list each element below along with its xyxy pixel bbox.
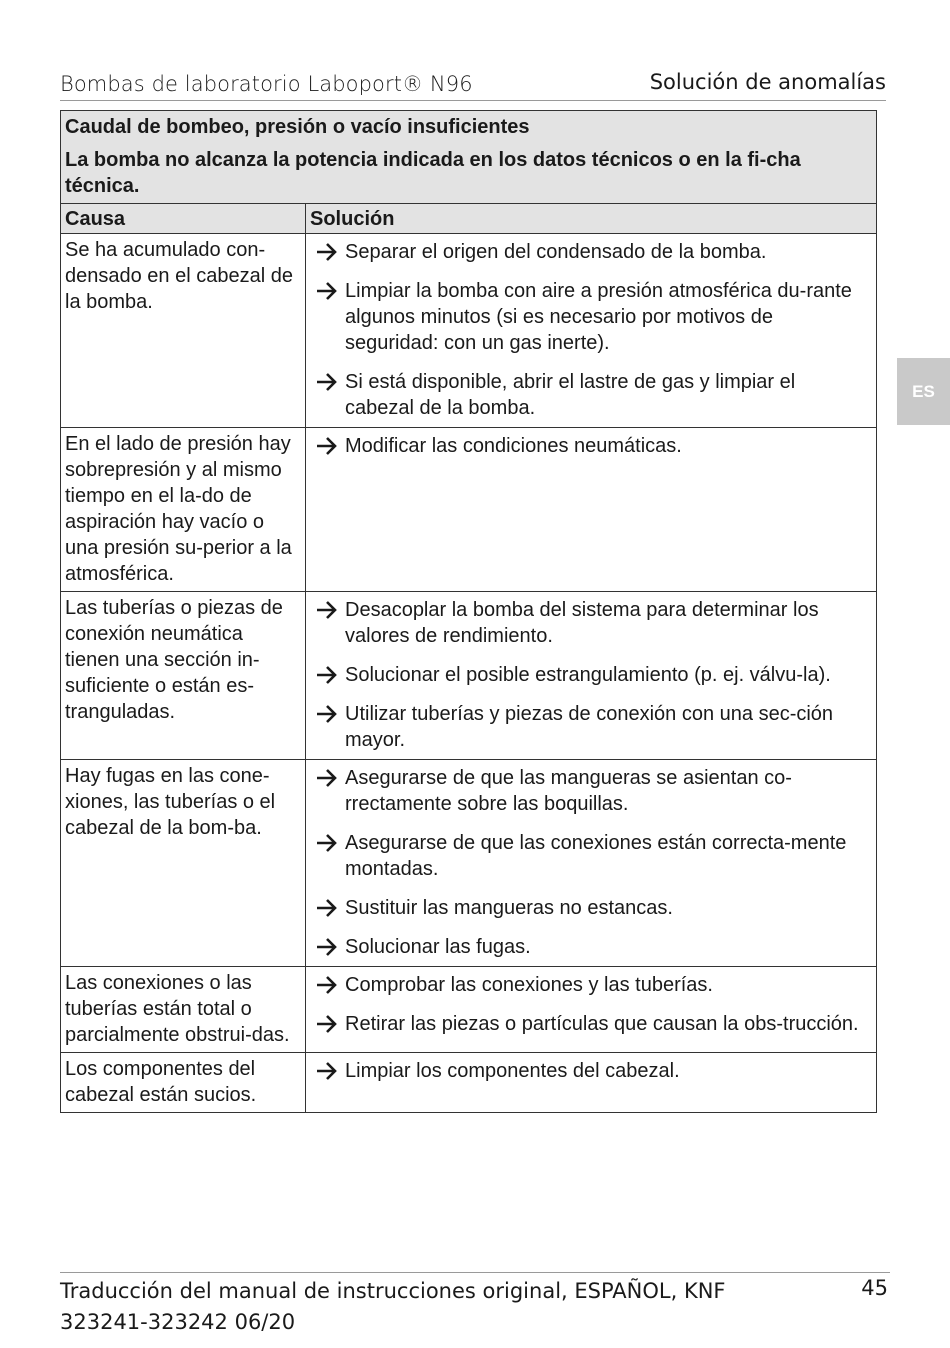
solution-list <box>314 597 866 753</box>
solution-text: Solucionar el posible estrangulamiento (p. ej. válvu-la). <box>345 664 831 686</box>
cause-cell: Las conexiones o las tuberías están total o parcialmente obstrui-das. <box>61 967 306 1053</box>
solution-text: Solucionar las fugas. <box>345 936 531 958</box>
column-header-row <box>61 204 877 234</box>
solution-item <box>314 278 866 356</box>
language-tab: ES <box>897 358 950 425</box>
section-title: Solución de anomalías <box>649 70 886 94</box>
arrow-right-icon <box>315 1011 339 1037</box>
arrow-right-icon <box>315 830 339 856</box>
arrow-right-icon <box>315 701 339 727</box>
solution-text: Modificar las condiciones neumáticas. <box>345 435 682 457</box>
solution-item <box>314 239 866 265</box>
solution-list <box>314 433 866 459</box>
footer <box>60 1276 726 1338</box>
footer-document-number: 323241-323242 06/20 <box>60 1310 296 1334</box>
solution-item <box>314 765 866 817</box>
solution-cell <box>306 428 877 592</box>
solution-list <box>314 972 866 1037</box>
solution-cell <box>306 592 877 760</box>
arrow-right-icon <box>315 765 339 791</box>
solution-text: Si está disponible, abrir el lastre de gas y limpiar el cabezal de la bomba. <box>345 371 796 419</box>
solution-text: Separar el origen del condensado de la bomba. <box>345 241 767 263</box>
solution-item <box>314 1011 866 1037</box>
table-subtitle: La bomba no alcanza la potencia indicada en los datos técnicos o en la fi-cha técnica. <box>65 149 801 197</box>
troubleshooting-table <box>60 110 877 1113</box>
table-heading <box>61 111 877 204</box>
solution-cell <box>306 967 877 1053</box>
solution-text: Retirar las piezas o partículas que causan la obs-trucción. <box>345 1013 859 1035</box>
footer-translation-note: Traducción del manual de instrucciones original, ESPAÑOL, KNF <box>60 1279 726 1303</box>
column-header-solution: Solución <box>306 204 877 234</box>
solution-cell <box>306 234 877 428</box>
arrow-right-icon <box>315 278 339 304</box>
solution-item <box>314 433 866 459</box>
solution-text: Limpiar los componentes del cabezal. <box>345 1060 680 1082</box>
table-row <box>61 234 877 428</box>
table-header-row <box>61 111 877 204</box>
cause-cell: Hay fugas en las cone-xiones, las tuberías o el cabezal de la bom-ba. <box>61 760 306 967</box>
solution-item <box>314 597 866 649</box>
table-row <box>61 428 877 592</box>
solution-cell <box>306 1053 877 1113</box>
column-header-cause: Causa <box>61 204 306 234</box>
solution-text: Limpiar la bomba con aire a presión atmosférica du-rante algunos minutos (si es necesario por motivos de seguridad: con un gas inerte). <box>345 280 852 354</box>
cause-cell: Las tuberías o piezas de conexión neumática tienen una sección in-suficiente o están es-tranguladas. <box>61 592 306 760</box>
solution-list <box>314 765 866 960</box>
arrow-right-icon <box>315 597 339 623</box>
solution-cell <box>306 760 877 967</box>
solution-text: Asegurarse de que las conexiones están correcta-mente montadas. <box>345 832 847 880</box>
solution-list <box>314 1058 866 1084</box>
cause-cell: En el lado de presión hay sobrepresión y al mismo tiempo en el la-do de aspiración hay vacío o una presión su-perior a la atmosférica. <box>61 428 306 592</box>
document-title: Bombas de laboratorio Laboport® N96 <box>60 72 473 96</box>
table-row <box>61 1053 877 1113</box>
arrow-right-icon <box>315 934 339 960</box>
cause-cell: Los componentes del cabezal están sucios. <box>61 1053 306 1113</box>
arrow-right-icon <box>315 239 339 265</box>
arrow-right-icon <box>315 662 339 688</box>
solution-text: Utilizar tuberías y piezas de conexión con una sec-ción mayor. <box>345 703 834 751</box>
header-divider <box>60 100 886 101</box>
solution-item <box>314 701 866 753</box>
solution-item <box>314 972 866 998</box>
table-row <box>61 592 877 760</box>
solution-item <box>314 1058 866 1084</box>
solution-item <box>314 895 866 921</box>
solution-text: Desacoplar la bomba del sistema para determinar los valores de rendimiento. <box>345 599 819 647</box>
table-row <box>61 760 877 967</box>
cause-cell: Se ha acumulado con-densado en el cabezal de la bomba. <box>61 234 306 428</box>
solution-text: Comprobar las conexiones y las tuberías. <box>345 974 713 996</box>
arrow-right-icon <box>315 972 339 998</box>
table-title: Caudal de bombeo, presión o vacío insuficientes <box>65 116 530 138</box>
arrow-right-icon <box>315 895 339 921</box>
solution-item <box>314 934 866 960</box>
arrow-right-icon <box>315 1058 339 1084</box>
arrow-right-icon <box>315 433 339 459</box>
page-number: 45 <box>861 1276 888 1300</box>
solution-item <box>314 369 866 421</box>
solution-list <box>314 239 866 421</box>
footer-divider <box>60 1272 890 1273</box>
solution-item <box>314 830 866 882</box>
solution-text: Sustituir las mangueras no estancas. <box>345 897 673 919</box>
table-row <box>61 967 877 1053</box>
solution-text: Asegurarse de que las mangueras se asientan co-rrectamente sobre las boquillas. <box>345 767 792 815</box>
solution-item <box>314 662 866 688</box>
arrow-right-icon <box>315 369 339 395</box>
